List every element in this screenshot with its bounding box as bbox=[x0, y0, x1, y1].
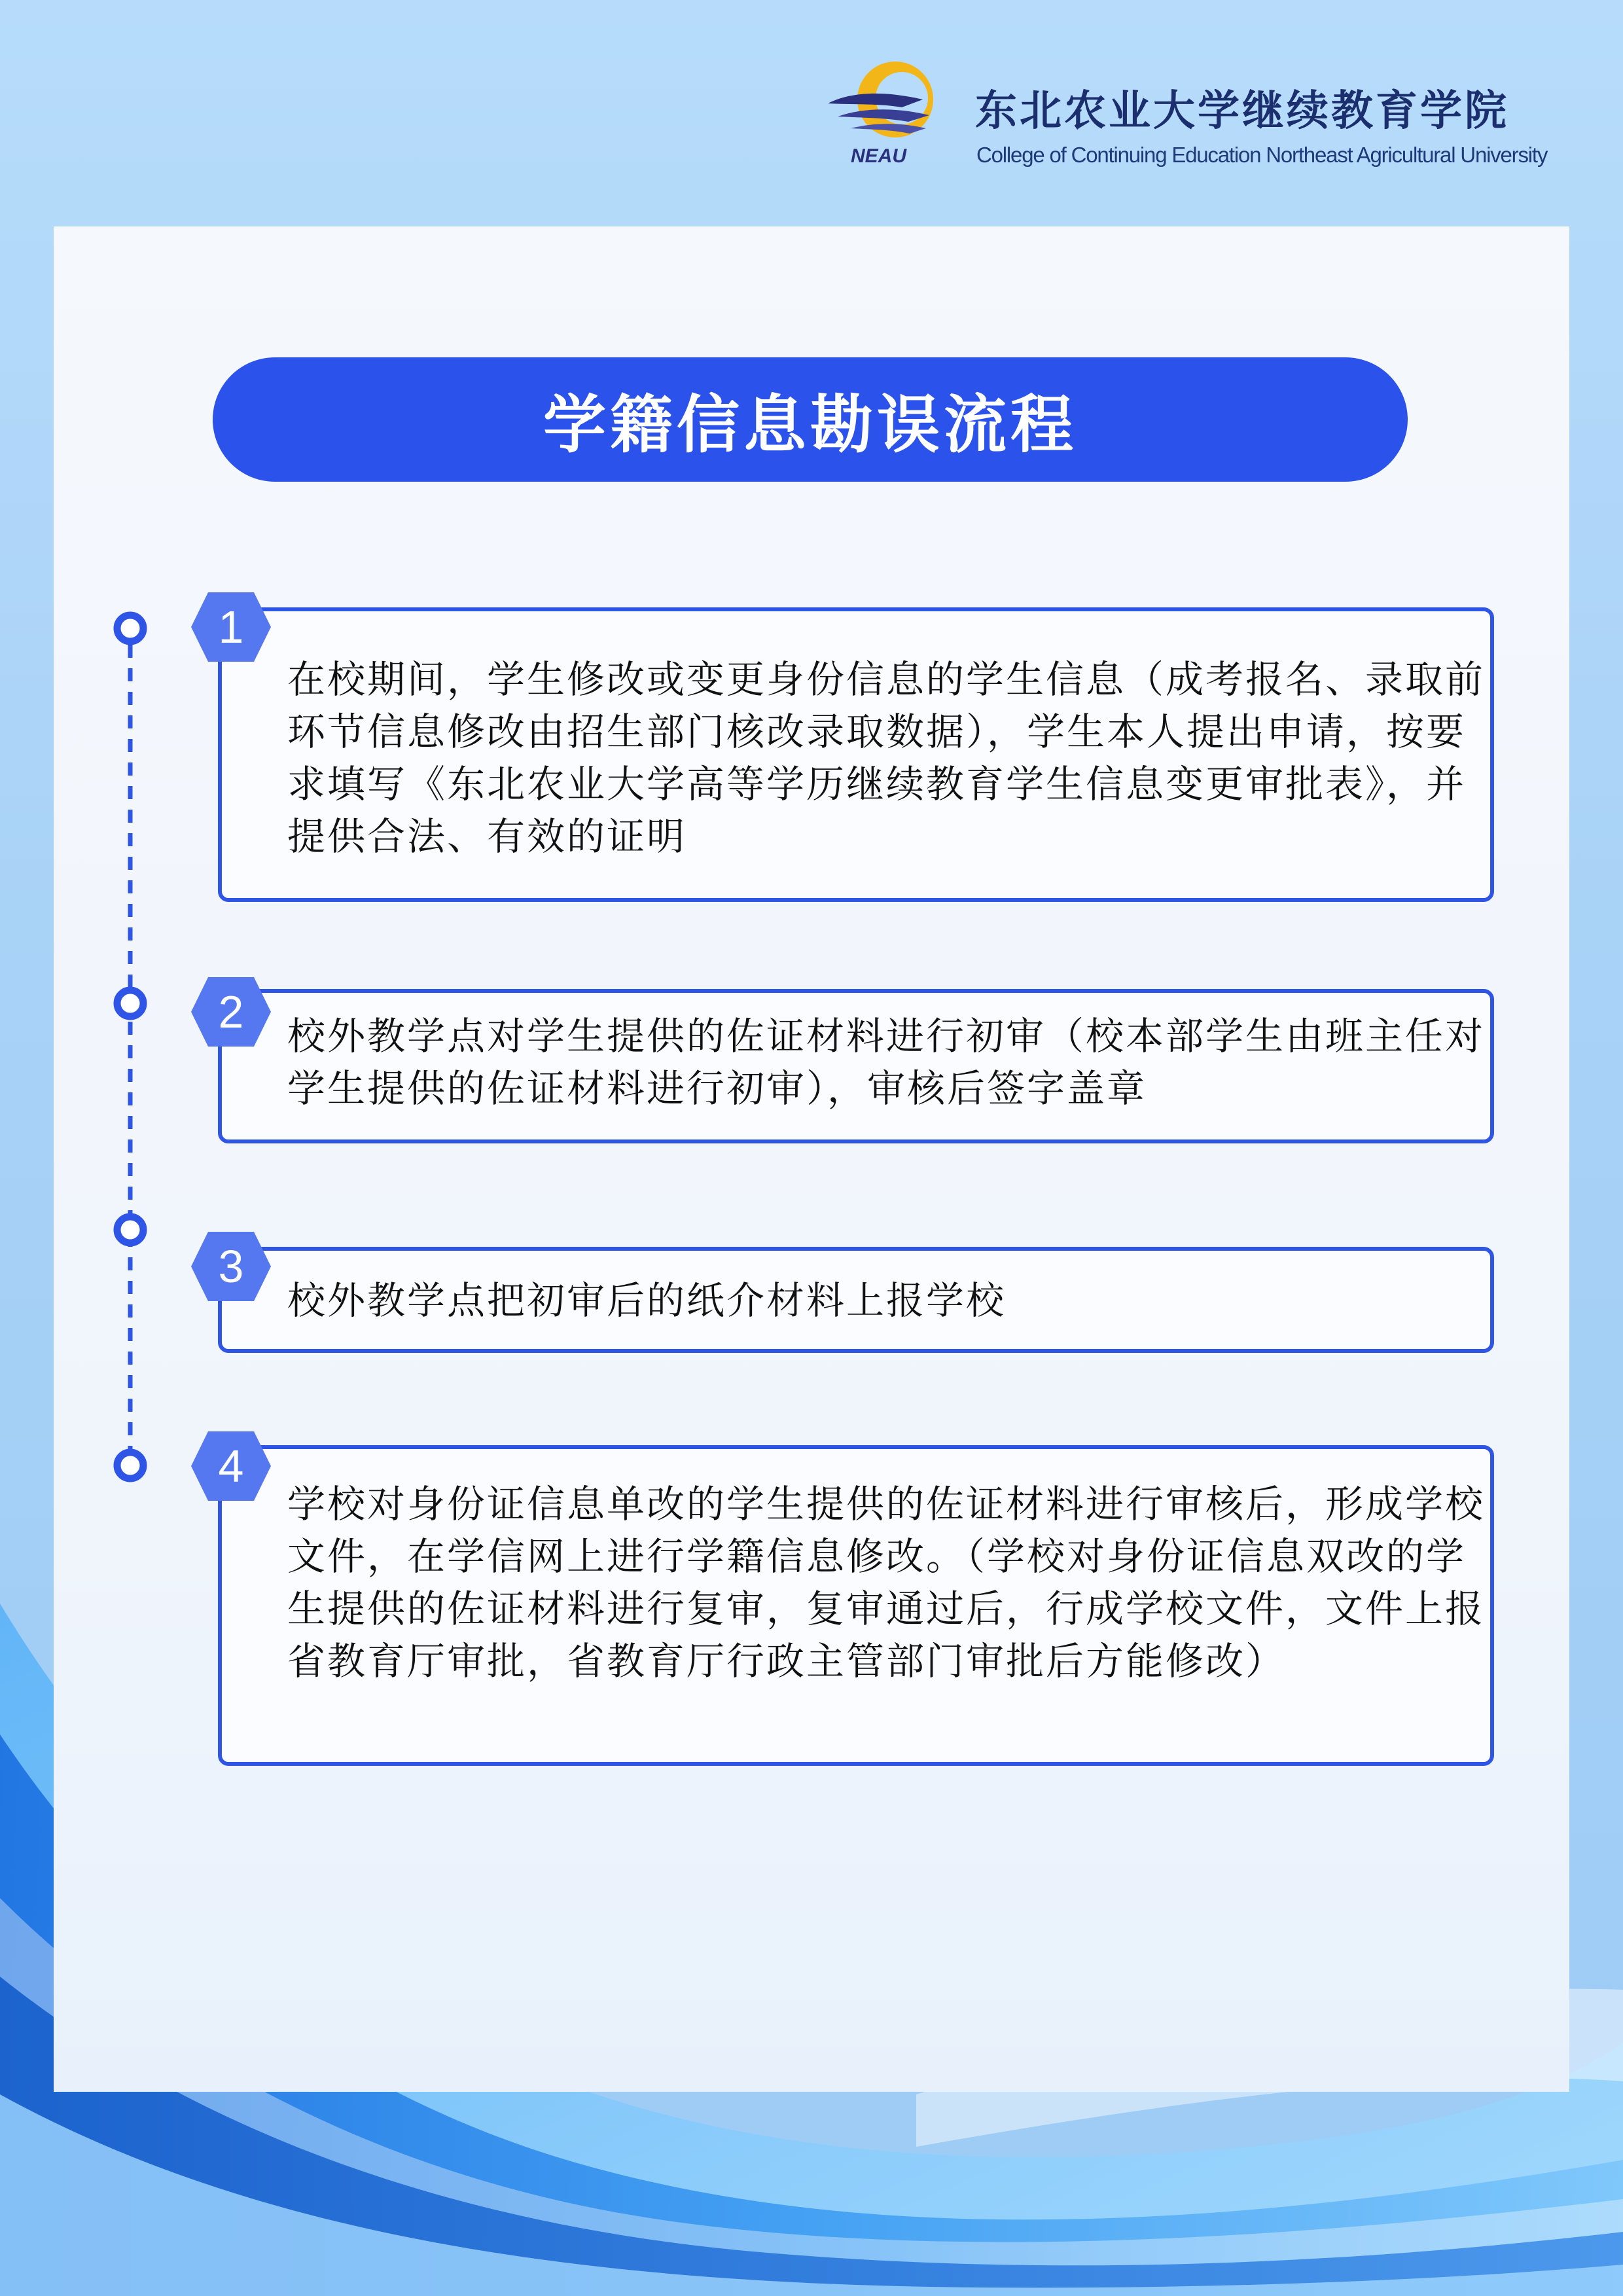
header bbox=[825, 52, 1577, 183]
step-card-1 bbox=[218, 607, 1494, 902]
page-title: 学籍信息勘误流程 bbox=[543, 387, 1077, 461]
step-number-4: 4 bbox=[218, 1441, 244, 1492]
step-number-2: 2 bbox=[218, 986, 244, 1037]
step-text-4: 学校对身份证信息单改的学生提供的佐证材料进行审核后，形成学校文件，在学信网上进行学籍信息修改。（学校对身份证信息双改的学生提供的佐证材料进行复审，复审通过后，行成学校文件，文件上报省教育厅审批，省教育厅行政主管部门审批后方能修改） bbox=[287, 1482, 1486, 1683]
step-badge-4 bbox=[190, 1430, 272, 1502]
org-name-english: College of Continuing Education Northeast Agricultural University bbox=[976, 143, 1548, 167]
step-card-2 bbox=[218, 989, 1494, 1143]
step-badge-3 bbox=[190, 1230, 272, 1302]
step-number-1: 1 bbox=[218, 601, 244, 653]
title-banner bbox=[213, 357, 1408, 482]
step-card-4 bbox=[218, 1445, 1494, 1766]
step-text-2: 校外教学点对学生提供的佐证材料进行初审（校本部学生由班主任对学生提供的佐证材料进行初审），审核后签字盖章 bbox=[287, 1014, 1486, 1111]
step-text-1: 在校期间，学生修改或变更身份信息的学生信息（成考报名、录取前环节信息修改由招生部门核改录取数据），学生本人提出申请，按要求填写《东北农业大学高等学历继续教育学生信息变更审批表》，并提供合法、有效的证明 bbox=[287, 657, 1486, 859]
step-number-3: 3 bbox=[218, 1241, 244, 1292]
step-badge-1 bbox=[190, 591, 272, 663]
step-text-3: 校外教学点把初审后的纸介材料上报学校 bbox=[287, 1278, 1007, 1323]
step-card-3 bbox=[218, 1247, 1494, 1353]
org-name-chinese: 东北农业大学继续教育学院 bbox=[975, 87, 1509, 135]
logo-mark-text: NEAU bbox=[851, 145, 907, 167]
content-panel bbox=[54, 226, 1569, 2092]
step-badge-2 bbox=[190, 976, 272, 1048]
